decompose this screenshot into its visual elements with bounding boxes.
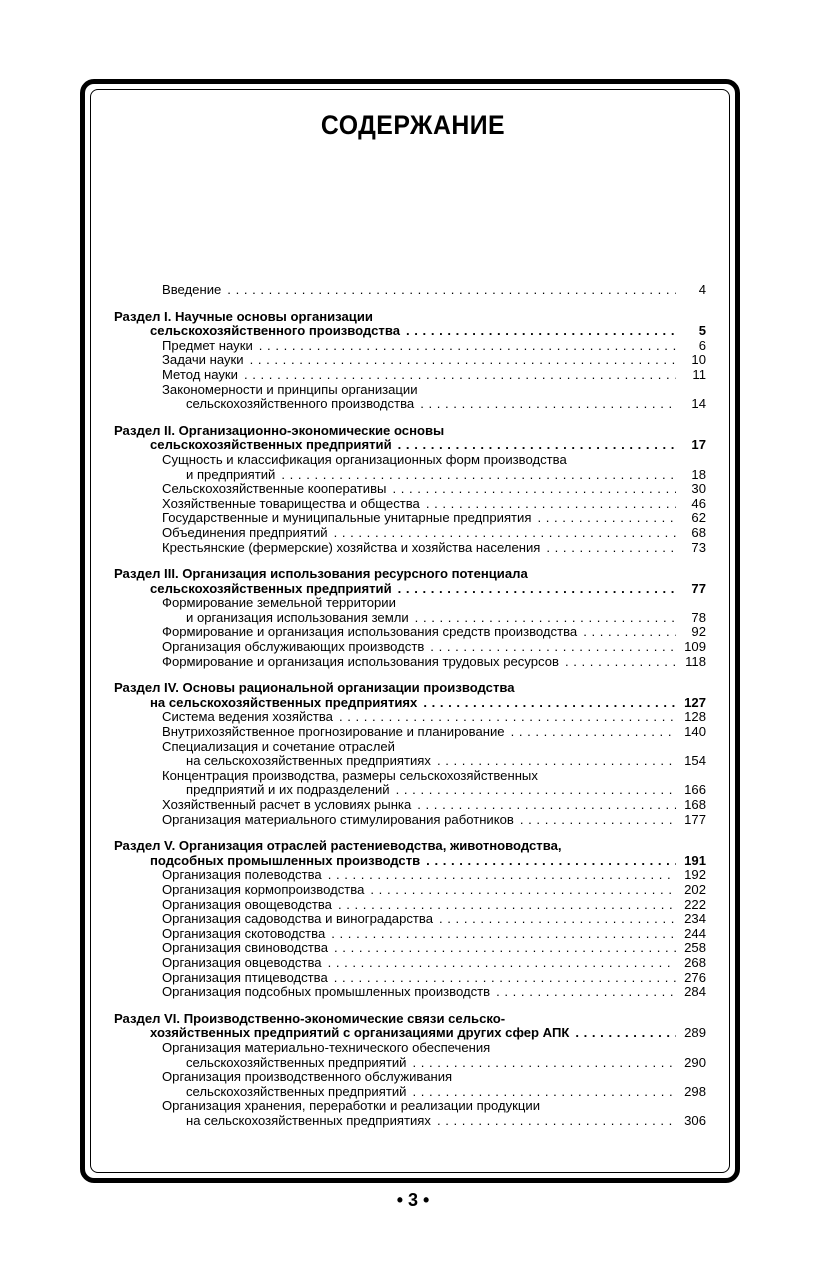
section-heading[interactable]: Раздел IV. Основы рациональной организации производства <box>114 680 515 696</box>
toc-entry[interactable]: Организация садоводства и виноградарства . . . 234 <box>114 912 706 927</box>
toc-entry[interactable]: Организация подсобных промышленных производств . . . 284 <box>114 985 706 1000</box>
toc-entry[interactable]: Организация овощеводства . . . 222 <box>114 898 706 913</box>
section-heading-cont[interactable]: подсобных промышленных производств . . . 191 <box>114 854 706 869</box>
toc-entry[interactable]: Организация хранения, переработки и реализации продукции <box>162 1098 541 1114</box>
toc-entry-cont[interactable]: и предприятий . . . 18 <box>114 468 706 483</box>
toc-entry[interactable]: Система ведения хозяйства . . . 128 <box>114 710 706 725</box>
toc-entry-cont[interactable]: на сельскохозяйственных предприятиях . . . 154 <box>114 754 706 769</box>
section-heading-cont[interactable]: сельскохозяйственных предприятий . . . 77 <box>114 582 706 597</box>
toc-entry-cont[interactable]: на сельскохозяйственных предприятиях . . . 306 <box>114 1114 706 1129</box>
toc-section-4 <box>114 681 706 827</box>
toc-section-1 <box>114 310 706 412</box>
toc-entry[interactable]: Организация кормопроизводства . . . 202 <box>114 883 706 898</box>
section-heading-cont[interactable]: хозяйственных предприятий с организациями других сфер АПК . . . 289 <box>114 1026 706 1041</box>
toc-entry[interactable]: Формирование земельной территории <box>162 595 396 611</box>
toc-entry[interactable]: Организация полеводства . . . 192 <box>114 868 706 883</box>
toc-entry[interactable]: Организация свиноводства . . . 258 <box>114 941 706 956</box>
toc-entry[interactable]: Формирование и организация использования средств производства . . . 92 <box>114 625 706 640</box>
section-heading[interactable]: Раздел VI. Производственно-экономические связи сельско- <box>114 1010 506 1026</box>
toc-entry[interactable]: Государственные и муниципальные унитарные предприятия . . . 62 <box>114 511 706 526</box>
toc-entry-cont[interactable]: сельскохозяйственных предприятий . . . 298 <box>114 1085 706 1100</box>
toc-entry[interactable]: Организация материального стимулирования работников . . . 177 <box>114 813 706 828</box>
section-heading[interactable]: Раздел V. Организация отраслей растениеводства, животноводства, <box>114 838 562 854</box>
toc-entry-intro[interactable]: Введение . . . 4 <box>114 283 706 298</box>
toc-section-5 <box>114 839 706 1000</box>
toc-entry[interactable]: Задачи науки . . . 10 <box>114 353 706 368</box>
toc-entry[interactable]: Объединения предприятий . . . 68 <box>114 526 706 541</box>
section-heading-cont[interactable]: на сельскохозяйственных предприятиях . . . 127 <box>114 696 706 711</box>
toc-entry[interactable]: Организация птицеводства . . . 276 <box>114 971 706 986</box>
toc-entry-cont[interactable]: сельскохозяйственных предприятий . . . 290 <box>114 1056 706 1071</box>
toc-entry[interactable]: Концентрация производства, размеры сельскохозяйственных <box>162 767 538 783</box>
section-heading[interactable]: Раздел I. Научные основы организации <box>114 308 373 324</box>
toc-entry[interactable]: Организация материально-технического обеспечения <box>162 1039 491 1055</box>
page-title: СОДЕРЖАНИЕ <box>320 110 506 140</box>
toc-entry[interactable]: Хозяйственный расчет в условиях рынка . . . 168 <box>114 798 706 813</box>
toc-section-6 <box>114 1012 706 1129</box>
toc-entry-cont[interactable]: сельскохозяйственного производства . . . 14 <box>114 397 706 412</box>
toc-entry-cont[interactable]: и организация использования земли . . . 78 <box>114 611 706 626</box>
toc-entry[interactable]: Крестьянские (фермерские) хозяйства и хозяйства населения . . . 73 <box>114 541 706 556</box>
toc-entry[interactable]: Сущность и классификация организационных форм производства <box>162 451 567 467</box>
toc-entry[interactable]: Формирование и организация использования трудовых ресурсов . . . 118 <box>114 655 706 670</box>
toc-entry[interactable]: Внутрихозяйственное прогнозирование и планирование . . . 140 <box>114 725 706 740</box>
table-of-contents <box>114 283 706 1128</box>
toc-entry[interactable]: Организация производственного обслуживания <box>162 1069 453 1085</box>
toc-entry[interactable]: Сельскохозяйственные кооперативы . . . 30 <box>114 482 706 497</box>
toc-entry[interactable]: Метод науки . . . 11 <box>114 368 706 383</box>
toc-entry[interactable]: Предмет науки . . . 6 <box>114 339 706 354</box>
section-heading[interactable]: Раздел II. Организационно-экономические основы <box>114 422 445 438</box>
toc-entry[interactable]: Закономерности и принципы организации <box>162 381 418 397</box>
toc-entry[interactable]: Специализация и сочетание отраслей <box>162 738 395 754</box>
toc-entry[interactable]: Организация обслуживающих производств . . . 109 <box>114 640 706 655</box>
section-heading-cont[interactable]: сельскохозяйственных предприятий . . . 17 <box>114 438 706 453</box>
toc-entry[interactable]: Хозяйственные товарищества и общества . . . 46 <box>114 497 706 512</box>
toc-section-3 <box>114 567 706 669</box>
toc-entry[interactable]: Организация скотоводства . . . 244 <box>114 927 706 942</box>
toc-entry-cont[interactable]: предприятий и их подразделений . . . 166 <box>114 783 706 798</box>
toc-section-2 <box>114 424 706 555</box>
page-number: • 3 • <box>396 1190 430 1210</box>
section-heading-cont[interactable]: сельскохозяйственного производства . . . 5 <box>114 324 706 339</box>
section-heading[interactable]: Раздел III. Организация использования ресурсного потенциала <box>114 566 528 582</box>
toc-entry[interactable]: Организация овцеводства . . . 268 <box>114 956 706 971</box>
